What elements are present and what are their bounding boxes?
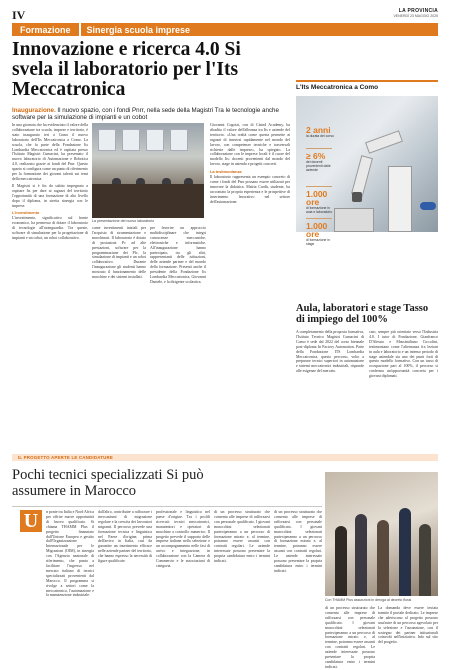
workers-photo [325, 472, 438, 596]
divider [12, 506, 322, 507]
article2-column-5a [325, 606, 375, 669]
paragraph: In una giornata che ha evidenziato il valore della collaborazione tra scuola, imprese e territorio, è stato inaugurato ieri a Como il nuovo laboratorio dell'Its Meccatronica a Como. La scuola, che fa parte della Fondazione Its Lombardia Meccatronica ed è ospitata presso l'Istituto Magistri Cumacini, ha presentato il nuovo laboratorio di Automazione e Robotica 4.0, realizzato grazie ai fondi del Pnrr. Questo spazio si configura come un punto di riferimento per la formazione dei giovani talenti sui temi della meccatronica. [12, 123, 88, 181]
main-headline: Innovazione e ricerca 4.0 Si svela il laboratorio per l'Its Meccatronica [12, 39, 241, 100]
article2-column-4 [214, 510, 270, 650]
standfirst-text: Il nuovo spazio, con i fondi Pnrr, nella sede della Magistri Tra le tecnologie anche software per la simulazione di impianti e un cobot [12, 107, 279, 121]
subhead-testimonial: La testimonianza [210, 169, 242, 175]
stat-divider [306, 218, 332, 219]
article2-column-5 [378, 606, 438, 652]
article2-column-4b [274, 510, 322, 650]
paragraph: professionale e linguistica nel paese d'origine. Tra i profili ricercati: tecnici meccatronici, manutentori e operatori di macchine a controllo numerico. Il progetto prevede il supporto delle imprese italiane nella selezione e un accompagnamento nelle fasi di arrivo e integrazione, in collaborazione con la Camera di Commercio e le associazioni di categoria. [156, 510, 210, 568]
sidebar-headline: Aula, laboratori e stage Tasso di impiego del 100% [296, 303, 429, 325]
paragraph: cato, sempre più orientato verso l'Industria 4.0. I tutor di Fondazione, Gianfranco D'Alessio e Massimiliano Ciccolini, testimoniano come l'alternanza fra lezioni in aula e laboratorio e un intenso periodo di stage aziendale sia uno dei punti forti di questo modello formativo. Con un tasso di occupazione pari al 100%, il percorso si conferma un'opportunità concreta per i giovani diplomati. [369, 330, 438, 379]
issue-date: VENERDÌ 23 MAGGIO 2025 [393, 14, 438, 18]
article2-column-1 [46, 510, 94, 650]
paragraph: di un processo strutturato che consenta alle imprese di rafforzarsi con personale qualificato. I giovani marocchini selezionati parteciperanno a un percorso di formazione mirato e, al termine, potranno essere assunti con contratti regolari. Le aziende interessate possono presentare la propria candidatura entro i termini indicati. [214, 510, 270, 564]
article2-column-2 [98, 510, 152, 650]
article-column-4 [210, 123, 290, 448]
section-bar [12, 23, 438, 36]
badge [420, 202, 436, 210]
article-column-1 [12, 123, 88, 448]
paragraph: La domanda deve essere inviata tramite il portale dedicato. Le imprese che aderiscono al progetto possono usufruire di un percorso agevolato per la selezione e l'assunzione, con il sostegno dei partner istituzionali coinvolti nell'iniziativa. Info sul sito del progetto. [378, 606, 438, 645]
stat-value: ≥ 6% [306, 151, 326, 161]
paragraph: A completamento della proposta formativa, l'Istituto Tecnico Magistri Cumacini di Como è sede dal 2022 del corso biennale post-diploma In Factory Automation. Parte della Fondazione ITS Lombardia Meccatronica, questo percorso, volto a preparare tecnici superiori in automazione e sistemi meccatronici industriali, risponde alle esigenze del mercato. [296, 330, 364, 374]
stat-divider [306, 148, 332, 149]
lab-photo [92, 123, 204, 218]
section-topic: Sinergia scuola imprese [79, 23, 438, 36]
subhead-investment: L'investimento [12, 210, 40, 216]
photo-caption: Con THAMM Plus assunzioni in deroga al decreto flussi [325, 598, 412, 602]
masthead-name: LA PROVINCIA [398, 8, 438, 14]
stat-desc: di formazione in aula e laboratorio [306, 206, 333, 214]
page-number: IV [12, 8, 26, 22]
article-column-2 [92, 226, 146, 448]
section-label: Formazione [12, 23, 79, 36]
stat-value: 1.000 ore [306, 221, 328, 239]
paragraph: dall'altro, contribuire a rafforzare i meccanismi di migrazione regolare e la crescita dei lavoratori migranti. Il percorso prevede una formazione tecnica e linguistica nel Paese d'origine, prima dell'arrivo in Italia, così da garantire un inserimento efficace nelle aziende partner del territorio, che hanno espresso la necessità di figure qualificate. [98, 510, 152, 564]
sidebar-title: L'Its Meccatronica a Como [296, 84, 379, 91]
article2-column-3 [156, 510, 210, 650]
paragraph: per favorire un approccio multidisciplinare che integri conoscenze meccaniche, elettroniche e informatiche. All'inaugurazione hanno partecipato, tra gli altri, rappresentanti delle istituzioni, delle aziende partner e del mondo della formazione. Presenti anche il presidente della Fondazione Its Lombardia Meccatronica, Giovanni Daniele, e la dirigente scolastica. [150, 226, 206, 284]
paragraph: di un processo strutturato che consenta alle imprese di rafforzarsi con personale qualificato. I giovani marocchini selezionati parteciperanno a un percorso di formazione mirato e, al termine, potranno essere assunti con contratti regolari. Le aziende interessate possono presentare la propria candidatura entro i termini indicati. [325, 606, 375, 669]
masthead [393, 8, 438, 18]
paragraph: Il Magistri si è fin da subito impegnato a ospitare Its per dare ai ragazzi del territorio l'opportunità di una formazione di alto livello dopo il diploma, in stretta sinergia con le imprese. [12, 183, 88, 208]
standfirst-lead: Inaugurazione. [12, 107, 56, 114]
drop-cap: U [20, 510, 42, 532]
kicker-band: IL PROGETTO APERTE LE CANDIDATURE [12, 454, 438, 461]
stat-classroom-hours [306, 190, 336, 214]
stat-duration [306, 126, 336, 138]
stat-divider [306, 186, 332, 187]
paragraph: Giovanni Cogotzi, con di Cisind Academy, ha ribadito il valore dell'alleanza tra Its e aziende del territorio. «Una realtà come questa permette ai ragazzi di inserirsi rapidamente nel mondo del lavoro, con competenze tecniche e trasversali richieste dalle imprese», ha spiegato. La collaborazione con le imprese locali è il cuore del modello Its: docenti provenienti dal mondo del lavoro, stage in azienda e progetti concreti. [210, 123, 290, 167]
stat-stage-hours [306, 222, 336, 246]
second-headline: Pochi tecnici specializzati Si può assumere in Marocco [12, 467, 204, 499]
paragraph: come investimenti iniziali per l'acquisto di strumentazione e macchinari. Il laboratorio è dotato di postazioni Pc ad alte prestazioni, software per la programmazione dei Plc, la simulazione di impianti e un robot collaborativo. Durante l'inaugurazione gli studenti hanno mostrato il funzionamento delle macchine e dei sistemi installati. [92, 226, 146, 280]
stat-desc: dei docenti provenienti dalle aziende [306, 160, 331, 172]
stat-value: 1.000 ore [306, 189, 328, 207]
paragraph: n ponte tra Italia e Nord Africa per offrire nuove opportunità di lavoro qualificato. Si chiama THAMM Plus il progetto finanziato dall'Unione Europea e gestito dall'Organizzazione Internazionale per le Migrazioni (OIM), in sinergia con l'Agenzia nazionale di riferimento, che punta a facilitare l'ingresso nel mercato italiano di tecnici specializzati provenienti dal Marocco. Il programma si rivolge a settori come la meccatronica, l'automazione e la manutenzione industriale. [46, 510, 94, 598]
stat-teachers [306, 152, 336, 172]
paragraph: Il laboratorio rappresenta un esempio concreto di come i fondi del Pnrr possano essere utilizzati per innovare la didattica. Mattia Cardù, studente, ha raccontato la propria esperienza e le prospettive di inserimento lavorativo nel settore dell'automazione. [210, 175, 290, 204]
sidebar-column-2 [369, 330, 438, 448]
stat-desc: di formazione in stage [306, 238, 330, 246]
article-column-3 [150, 226, 206, 448]
photo-caption: La presentazione del nuovo laboratorio [92, 219, 155, 223]
paragraph: L'investimento, significativo sul fronte economico, ha permesso di dotare il laboratorio di tecnologie all'avanguardia. Tra queste, software di simulazione per la progettazione di impianti e un cobot, un robot collaborativo. [12, 216, 88, 240]
paragraph: di un processo strutturato che consenta alle imprese di rafforzarsi con personale qualificato. I giovani marocchini selezionati parteciperanno a un percorso di formazione mirato e, al termine, potranno essere assunti con contratti regolari. Le aziende interessate possono presentare la propria candidatura entro i termini indicati. [274, 510, 322, 573]
standfirst [12, 107, 296, 121]
stat-desc: la durata del corso [306, 134, 334, 138]
stat-value: 2 anni [306, 125, 331, 135]
sidebar-column-1 [296, 330, 364, 448]
